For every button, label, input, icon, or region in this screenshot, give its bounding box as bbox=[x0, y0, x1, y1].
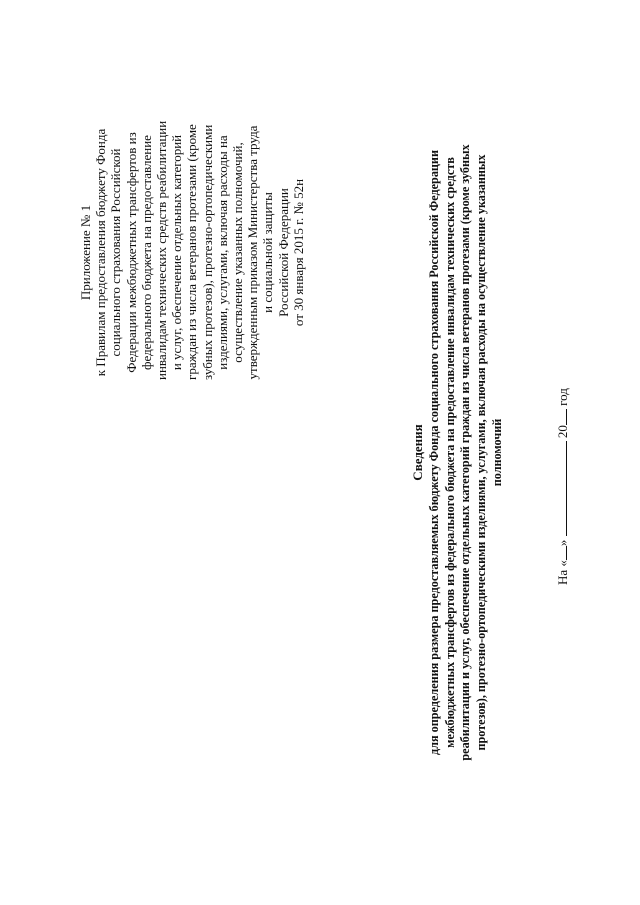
year-prefix: 20 bbox=[555, 425, 570, 439]
appendix-line: и социальной защиты bbox=[260, 192, 276, 313]
document-title-block bbox=[410, 35, 506, 870]
appendix-line: от 30 января 2015 г. № 52н bbox=[290, 178, 306, 327]
appendix-line: Федерации межбюджетных трансфертов из bbox=[123, 132, 139, 373]
appendix-line: и услуг, обеспечение отдельных категорий bbox=[169, 134, 185, 371]
appendix-line: осуществление указанных полномочий, bbox=[230, 142, 246, 363]
appendix-line: федерального бюджета на предоставление bbox=[138, 135, 154, 370]
title-line: для определения размера предоставляемых бюджету Фонда социального страхования Российской Федерации bbox=[426, 150, 441, 755]
appendix-line: утвержденным приказом Министерства труда bbox=[245, 125, 261, 380]
appendix-line: Российской Федерации bbox=[275, 188, 291, 317]
title-line: полномочий bbox=[489, 418, 504, 487]
year-blank bbox=[555, 409, 567, 425]
date-suffix: год bbox=[555, 388, 570, 406]
appendix-block bbox=[78, 120, 306, 380]
title-line: реабилитации и услуг, обеспечение отдельных категорий граждан из числа ветеранов протезами (кроме зубных bbox=[458, 144, 473, 761]
date-quote-close: » bbox=[555, 539, 570, 547]
date-line bbox=[555, 325, 571, 585]
day-blank bbox=[555, 546, 567, 560]
appendix-line: зубных протезов), протезно-ортопедическими bbox=[199, 124, 215, 380]
title-line: протезов), протезно-ортопедическими изделиями, услугами, включая расходы на осуществление указанных bbox=[474, 154, 489, 751]
appendix-line: инвалидам технических средств реабилитации bbox=[154, 120, 170, 380]
appendix-line: изделиями, услугами, включая расходы на bbox=[214, 135, 230, 370]
appendix-line: к Правилам предоставления бюджету Фонда bbox=[93, 128, 109, 377]
document-heading: Сведения bbox=[410, 424, 425, 481]
month-blank bbox=[555, 441, 567, 536]
appendix-line: социального страхования Российской bbox=[108, 148, 124, 357]
appendix-line: Приложение № 1 bbox=[78, 204, 93, 301]
title-line: межбюджетных трансфертов из федерального бюджета на предоставление инвалидам технических средств bbox=[442, 157, 457, 748]
date-prefix: На « bbox=[555, 560, 570, 585]
appendix-line: граждан из числа ветеранов протезами (кроме bbox=[184, 124, 200, 380]
